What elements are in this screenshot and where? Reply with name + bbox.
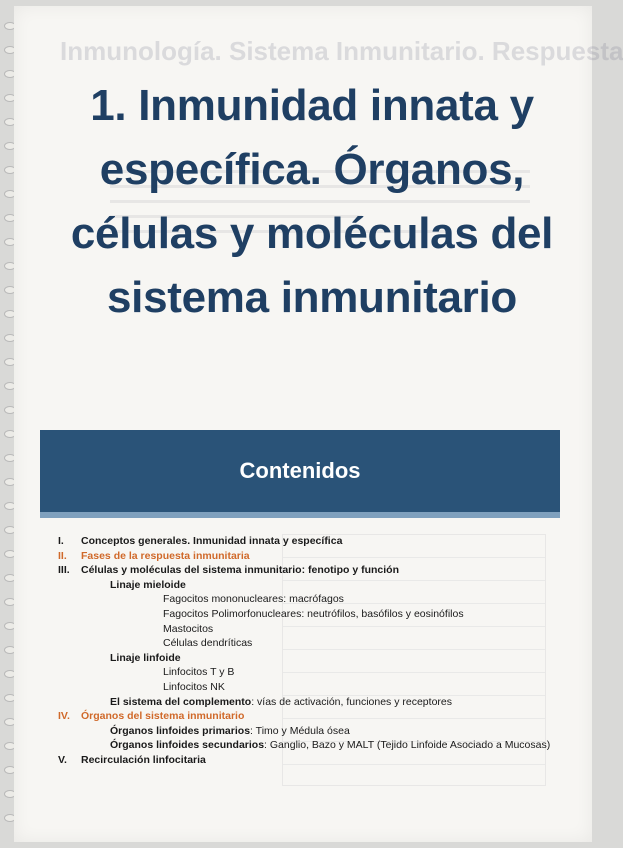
table-of-contents xyxy=(58,534,558,768)
toc-item-i xyxy=(58,534,558,549)
toc-number: III. xyxy=(58,564,70,577)
toc-label: Recirculación linfocitaria xyxy=(81,753,206,766)
toc-sub-organos-secundarios-title: Órganos linfoides secundarios xyxy=(110,739,265,752)
toc-sub-linfocitos-t-b: Linfocitos T y B xyxy=(163,666,235,679)
toc-sub-organos-primarios-detail: : Timo y Médula ósea xyxy=(250,724,350,737)
toc-number: IV. xyxy=(58,710,70,723)
toc-label: Células y moléculas del sistema inmunitario: fenotipo y función xyxy=(81,564,399,577)
toc-sub-complemento xyxy=(58,695,558,710)
chapter-title: 1. Inmunidad innata y específica. Órganos, células y moléculas del sistema inmunitario xyxy=(70,81,554,322)
toc-sub-organos-secundarios-detail: : Ganglio, Bazo y MALT (Tejido Linfoide Asociado a Mucosas) xyxy=(264,739,551,752)
toc-item-iii xyxy=(58,563,558,578)
toc-item-v xyxy=(58,753,558,768)
toc-sub-complemento-title: El sistema del complemento xyxy=(110,695,252,708)
toc-sub-linaje-mieloide: Linaje mieloide xyxy=(110,578,186,591)
toc-number: I. xyxy=(58,535,64,547)
toc-sub-organos-primarios-title: Órganos linfoides primarios xyxy=(110,724,251,737)
toc-sub-organos-secundarios xyxy=(58,738,558,753)
toc-label: Conceptos generales. Inmunidad innata y específica xyxy=(81,535,343,547)
toc-sub-linfocitos-nk: Linfocitos NK xyxy=(163,680,225,693)
toc-sub-linaje-linfoide: Linaje linfoide xyxy=(110,651,181,664)
toc-label: Fases de la respuesta inmunitaria xyxy=(81,549,250,562)
toc-number: II. xyxy=(58,549,67,562)
toc-item-iv xyxy=(58,709,558,724)
toc-number: V. xyxy=(58,753,67,766)
toc-sub-mastocitos: Mastocitos xyxy=(163,622,214,635)
toc-sub-fagocitos-mononucleares: Fagocitos mononucleares: macrófagos xyxy=(163,593,344,606)
bleed-through-text: Inmunología. Sistema Inmunitario. Respuesta xyxy=(60,36,623,66)
toc-sub-complemento-detail: : vías de activación, funciones y receptores xyxy=(251,695,452,708)
toc-sub-organos-primarios xyxy=(58,724,558,739)
contents-banner: Contenidos xyxy=(40,430,560,518)
toc-label: Órganos del sistema inmunitario xyxy=(81,710,245,723)
toc-item-ii xyxy=(58,549,558,564)
toc-sub-fagocitos-polimorfonucleares: Fagocitos Polimorfonucleares: neutrófilos, basófilos y eosinófilos xyxy=(163,607,464,620)
toc-sub-celulas-dendriticas: Células dendríticas xyxy=(163,637,253,650)
